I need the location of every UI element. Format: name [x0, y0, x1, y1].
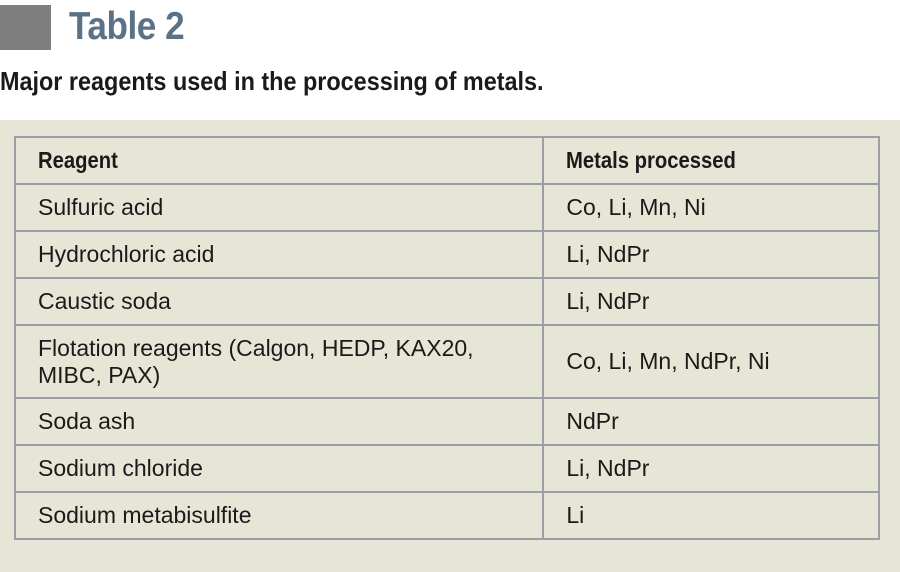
table-panel	[0, 120, 900, 572]
table-title: Table 2	[69, 5, 185, 48]
metals-cell: NdPr	[543, 398, 879, 445]
table-row	[15, 445, 879, 492]
reagent-cell: Sodium chloride	[15, 445, 543, 492]
reagent-cell: Sodium metabisulfite	[15, 492, 543, 539]
table-title-block	[0, 2, 197, 52]
header-reagent: Reagent	[15, 137, 543, 184]
metals-cell: Li, NdPr	[543, 445, 879, 492]
reagent-cell: Hydrochloric acid	[15, 231, 543, 278]
metals-cell: Li	[543, 492, 879, 539]
metals-cell: Li, NdPr	[543, 278, 879, 325]
reagents-table	[14, 136, 880, 540]
table-header-row	[15, 137, 879, 184]
title-marker-square	[0, 5, 51, 50]
reagent-cell: Flotation reagents (Calgon, HEDP, KAX20, MIBC, PAX)	[15, 325, 543, 398]
metals-cell: Li, NdPr	[543, 231, 879, 278]
table-row	[15, 398, 879, 445]
table-row	[15, 325, 879, 398]
reagent-cell: Sulfuric acid	[15, 184, 543, 231]
table-caption: Major reagents used in the processing of metals.	[0, 66, 544, 96]
metals-cell: Co, Li, Mn, Ni	[543, 184, 879, 231]
table-row	[15, 492, 879, 539]
table-row	[15, 231, 879, 278]
header-metals-processed: Metals processed	[543, 137, 879, 184]
metals-cell: Co, Li, Mn, NdPr, Ni	[543, 325, 879, 398]
reagent-cell: Soda ash	[15, 398, 543, 445]
reagent-cell: Caustic soda	[15, 278, 543, 325]
table-row	[15, 278, 879, 325]
table-row	[15, 184, 879, 231]
